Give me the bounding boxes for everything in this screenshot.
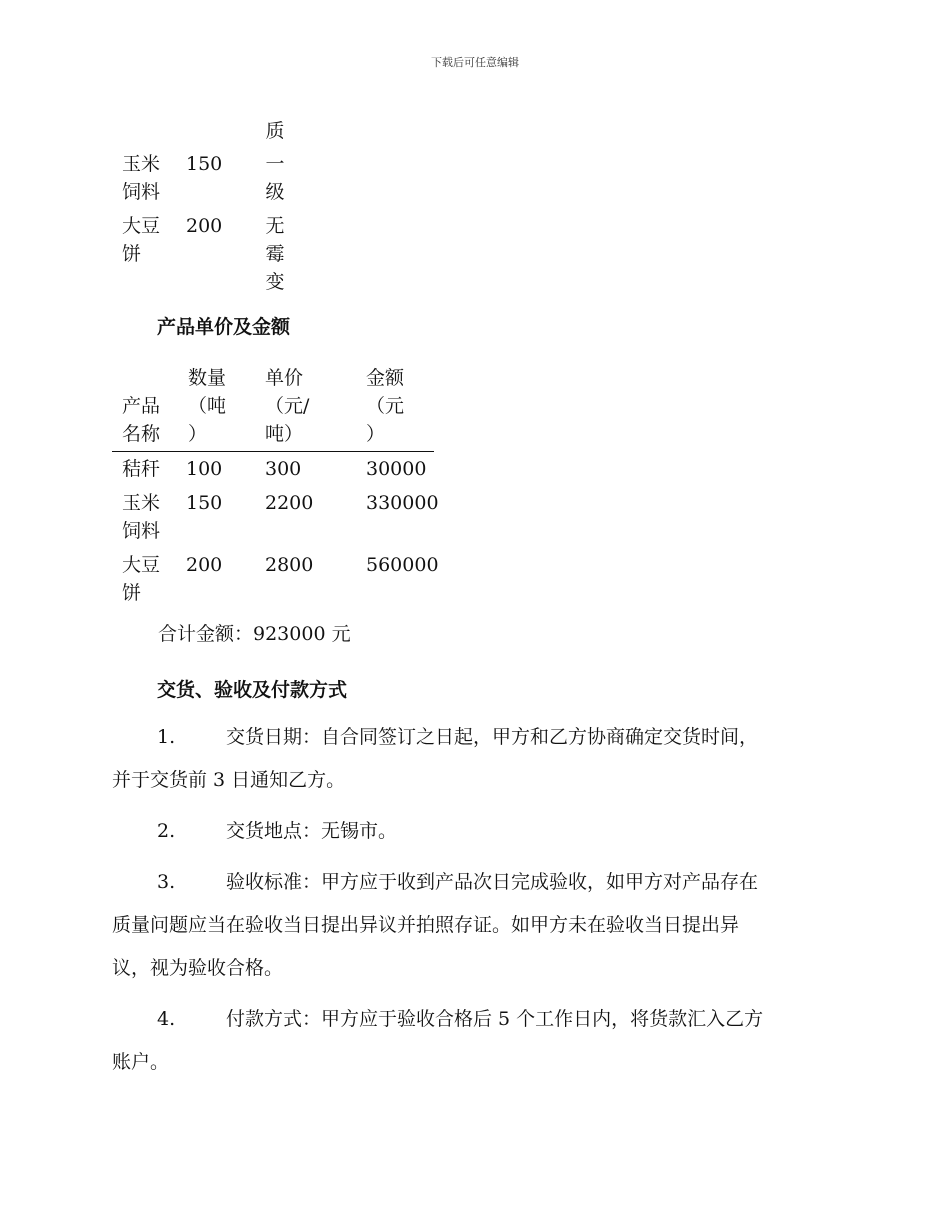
product-name-line: 饲料	[122, 181, 161, 203]
amount-cell: 30000	[366, 458, 427, 480]
header-line: （元/	[265, 395, 310, 417]
quality-char: 质	[265, 120, 285, 142]
unit-price-cell: 2800	[265, 554, 314, 576]
quantity-cell: 200	[186, 215, 223, 237]
total-amount: 合计金额：923000 元	[158, 623, 351, 645]
list-item-number: 2.	[157, 820, 176, 842]
unit-price-cell: 2200	[265, 492, 314, 514]
product-name-line: 玉米	[122, 492, 161, 514]
quality-char: 一	[265, 153, 285, 175]
quantity-cell: 200	[186, 554, 223, 576]
list-item-continuation: 账户。	[112, 1051, 170, 1073]
quality-cell	[263, 150, 287, 206]
header-line: 数量	[188, 367, 227, 389]
unit-price-cell: 300	[265, 458, 302, 480]
header-line: （吨	[188, 395, 227, 417]
header-line: ）	[188, 423, 208, 445]
quality-char: 变	[265, 271, 285, 293]
quality-cell	[263, 212, 287, 296]
amount-cell: 330000	[366, 492, 439, 514]
quality-cell	[263, 117, 287, 145]
list-item-number: 3.	[157, 871, 176, 893]
list-item-number: 4.	[157, 1008, 176, 1030]
quality-char: 级	[265, 181, 285, 203]
section-heading-price: 产品单价及金额	[157, 316, 291, 338]
quality-char: 霉	[265, 243, 285, 265]
quantity-cell: 150	[186, 153, 223, 175]
list-item-text: 交货日期：自合同签订之日起，甲方和乙方协商确定交货时间，	[226, 726, 759, 748]
section-heading-delivery: 交货、验收及付款方式	[157, 679, 348, 701]
product-name-line: 大豆	[122, 554, 161, 576]
product-name	[122, 489, 160, 545]
header-unit-price	[265, 364, 309, 448]
list-item-number: 1.	[157, 726, 176, 748]
header-product-name	[122, 392, 160, 448]
list-item-text: 付款方式：甲方应于验收合格后 5 个工作日内，将货款汇入乙方	[226, 1008, 764, 1030]
header-line: 金额	[366, 367, 405, 389]
quantity-cell: 100	[186, 458, 223, 480]
header-quantity	[188, 364, 226, 448]
list-item-continuation: 质量问题应当在验收当日提出异议并拍照存证。如甲方未在验收当日提出异	[112, 914, 740, 936]
product-name	[122, 551, 160, 607]
header-line: 吨）	[265, 423, 304, 445]
product-name	[122, 212, 160, 268]
list-item-continuation: 议，视为验收合格。	[112, 957, 284, 979]
header-line: 单价	[265, 367, 304, 389]
amount-cell: 560000	[366, 554, 439, 576]
header-line: 产品	[122, 395, 161, 417]
product-name-line: 玉米	[122, 153, 161, 175]
header-line: 名称	[122, 423, 161, 445]
table-header-rule	[112, 451, 434, 452]
header-line: （元	[366, 395, 405, 417]
product-name: 秸秆	[122, 458, 161, 480]
product-name-line: 饲料	[122, 520, 161, 542]
page-header: 下载后可任意编辑	[431, 56, 519, 69]
product-name	[122, 150, 160, 206]
list-item-continuation: 并于交货前 3 日通知乙方。	[112, 769, 346, 791]
product-name-line: 饼	[122, 243, 142, 265]
list-item-text: 验收标准：甲方应于收到产品次日完成验收，如甲方对产品存在	[226, 871, 759, 893]
product-name-line: 大豆	[122, 215, 161, 237]
header-line: ）	[366, 423, 386, 445]
header-amount	[366, 364, 404, 448]
quality-char: 无	[265, 215, 285, 237]
quantity-cell: 150	[186, 492, 223, 514]
list-item-text: 交货地点：无锡市。	[226, 820, 398, 842]
product-name-line: 饼	[122, 582, 142, 604]
